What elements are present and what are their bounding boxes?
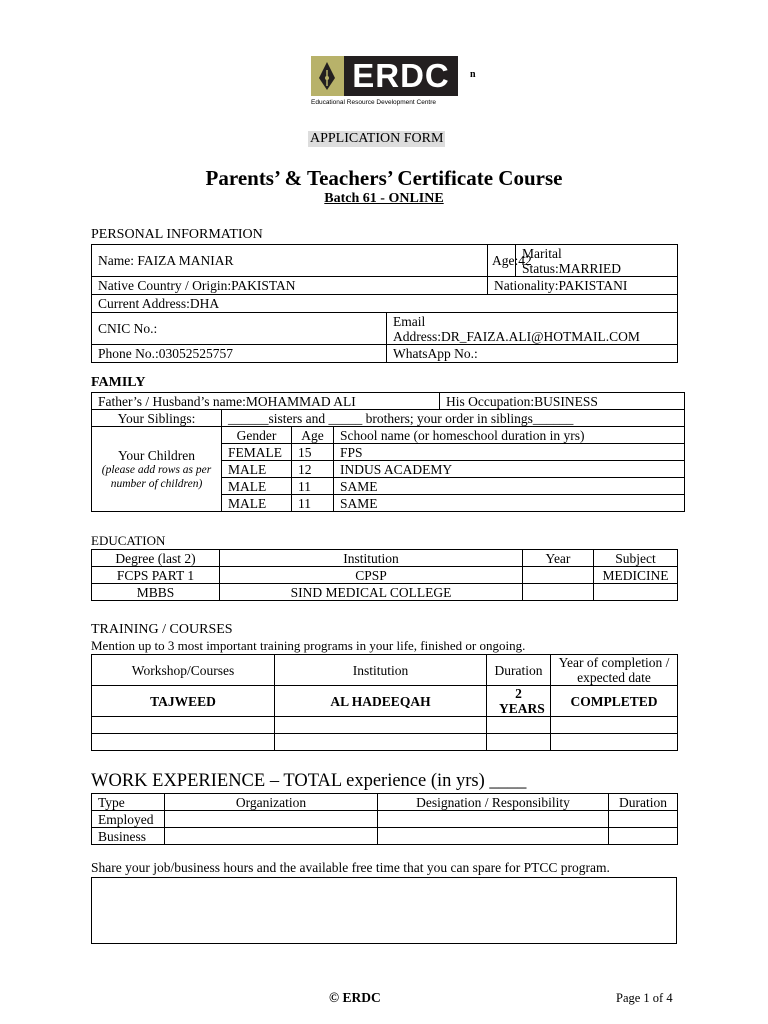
children-header-school: School name (or homeschool duration in yrs) [334,427,685,444]
family-heading: FAMILY [91,375,146,390]
education-header: Institution [220,550,523,567]
training-header: Year of completion / expected date [551,655,678,686]
pen-nib-icon [311,56,344,96]
email-field: Email Address:DR_FAIZA.ALI@HOTMAIL.COM [387,313,678,345]
work-table [91,793,678,845]
duration-cell[interactable] [487,734,551,751]
family-table [91,392,685,512]
table-row [92,828,678,845]
origin-field: Native Country / Origin:PAKISTAN [92,277,488,295]
table-row [92,567,678,584]
subject-cell: MEDICINE [594,567,678,584]
education-heading: EDUCATION [91,533,166,548]
institution-cell: AL HADEEQAH [275,686,487,717]
children-header-age: Age [292,427,334,444]
personal-heading: PERSONAL INFORMATION [91,227,263,242]
occupation-field: His Occupation:BUSINESS [440,393,685,410]
course-cell[interactable] [92,734,275,751]
institution-cell: SIND MEDICAL COLLEGE [220,584,523,601]
course-cell: TAJWEED [92,686,275,717]
training-header: Workshop/Courses [92,655,275,686]
degree-cell: MBBS [92,584,220,601]
duration-cell[interactable] [609,828,678,845]
nationality-field: Nationality:PAKISTANI [488,277,678,295]
table-row [92,686,678,717]
child-age: 15 [292,444,334,461]
child-school: SAME [334,478,685,495]
share-answer-box[interactable] [91,877,677,944]
duration-cell[interactable] [487,717,551,734]
completion-cell[interactable] [551,717,678,734]
work-type-cell: Employed [92,811,165,828]
page-title: Parents’ & Teachers’ Certificate Course [205,166,563,190]
work-header: Duration [609,794,678,811]
batch-label: Batch 61 - ONLINE [324,191,444,206]
organization-cell[interactable] [165,828,378,845]
age-field: Age:42 [488,245,516,277]
siblings-label: Your Siblings: [92,410,222,427]
table-row [92,811,678,828]
child-gender: FEMALE [222,444,292,461]
logo-subtitle: Educational Resource Development Centre [311,99,437,106]
page-number: Page 1 of 4 [616,991,673,1005]
phone-field: Phone No.:03052525757 [92,345,387,363]
father-field: Father’s / Husband’s name:MOHAMMAD ALI [92,393,440,410]
table-row [92,734,678,751]
logo-text: ERDC [344,56,458,96]
personal-table [91,244,678,363]
education-table [91,549,678,601]
education-header: Subject [594,550,678,567]
completion-cell[interactable] [551,734,678,751]
designation-cell[interactable] [378,811,609,828]
training-header: Institution [275,655,487,686]
child-gender: MALE [222,495,292,512]
table-row [92,584,678,601]
address-field: Current Address:DHA [92,295,678,313]
subject-cell [594,584,678,601]
education-header: Year [523,550,594,567]
form-label: APPLICATION FORM [310,131,444,146]
training-header: Duration [487,655,551,686]
duration-cell[interactable] [609,811,678,828]
cnic-field: CNIC No.: [92,313,387,345]
child-school: INDUS ACADEMY [334,461,685,478]
work-header: Designation / Responsibility [378,794,609,811]
children-label-cell [92,427,222,512]
training-heading: TRAINING / COURSES [91,622,233,637]
child-age: 12 [292,461,334,478]
child-age: 11 [292,495,334,512]
work-type-cell: Business [92,828,165,845]
institution-cell[interactable] [275,717,487,734]
institution-cell[interactable] [275,734,487,751]
stray-mark: n [470,69,476,80]
work-heading: WORK EXPERIENCE – TOTAL experience (in yrs) ____ [91,771,527,791]
duration-cell: 2 YEARS [487,686,551,717]
siblings-field: ______sisters and _____ brothers; your order in siblings______ [222,410,685,427]
year-cell [523,584,594,601]
course-cell[interactable] [92,717,275,734]
name-field: Name: FAIZA MANIAR [92,245,488,277]
organization-cell[interactable] [165,811,378,828]
designation-cell[interactable] [378,828,609,845]
year-cell [523,567,594,584]
child-age: 11 [292,478,334,495]
training-table [91,654,678,751]
marital-field: Marital Status:MARRIED [516,245,678,277]
education-header: Degree (last 2) [92,550,220,567]
child-gender: MALE [222,461,292,478]
child-school: FPS [334,444,685,461]
children-header-gender: Gender [222,427,292,444]
children-note: (please add rows as per number of children) [101,463,212,490]
degree-cell: FCPS PART 1 [92,567,220,584]
children-label: Your Children [117,447,195,463]
training-instruction: Mention up to 3 most important training programs in your life, finished or ongoing. [91,638,526,653]
work-header: Type [92,794,165,811]
completion-cell: COMPLETED [551,686,678,717]
footer-copyright: © ERDC [329,990,381,1005]
work-header: Organization [165,794,378,811]
whatsapp-field: WhatsApp No.: [387,345,678,363]
table-row [92,717,678,734]
share-prompt: Share your job/business hours and the available free time that you can spare for PTCC program. [91,860,610,875]
institution-cell: CPSP [220,567,523,584]
child-school: SAME [334,495,685,512]
child-gender: MALE [222,478,292,495]
